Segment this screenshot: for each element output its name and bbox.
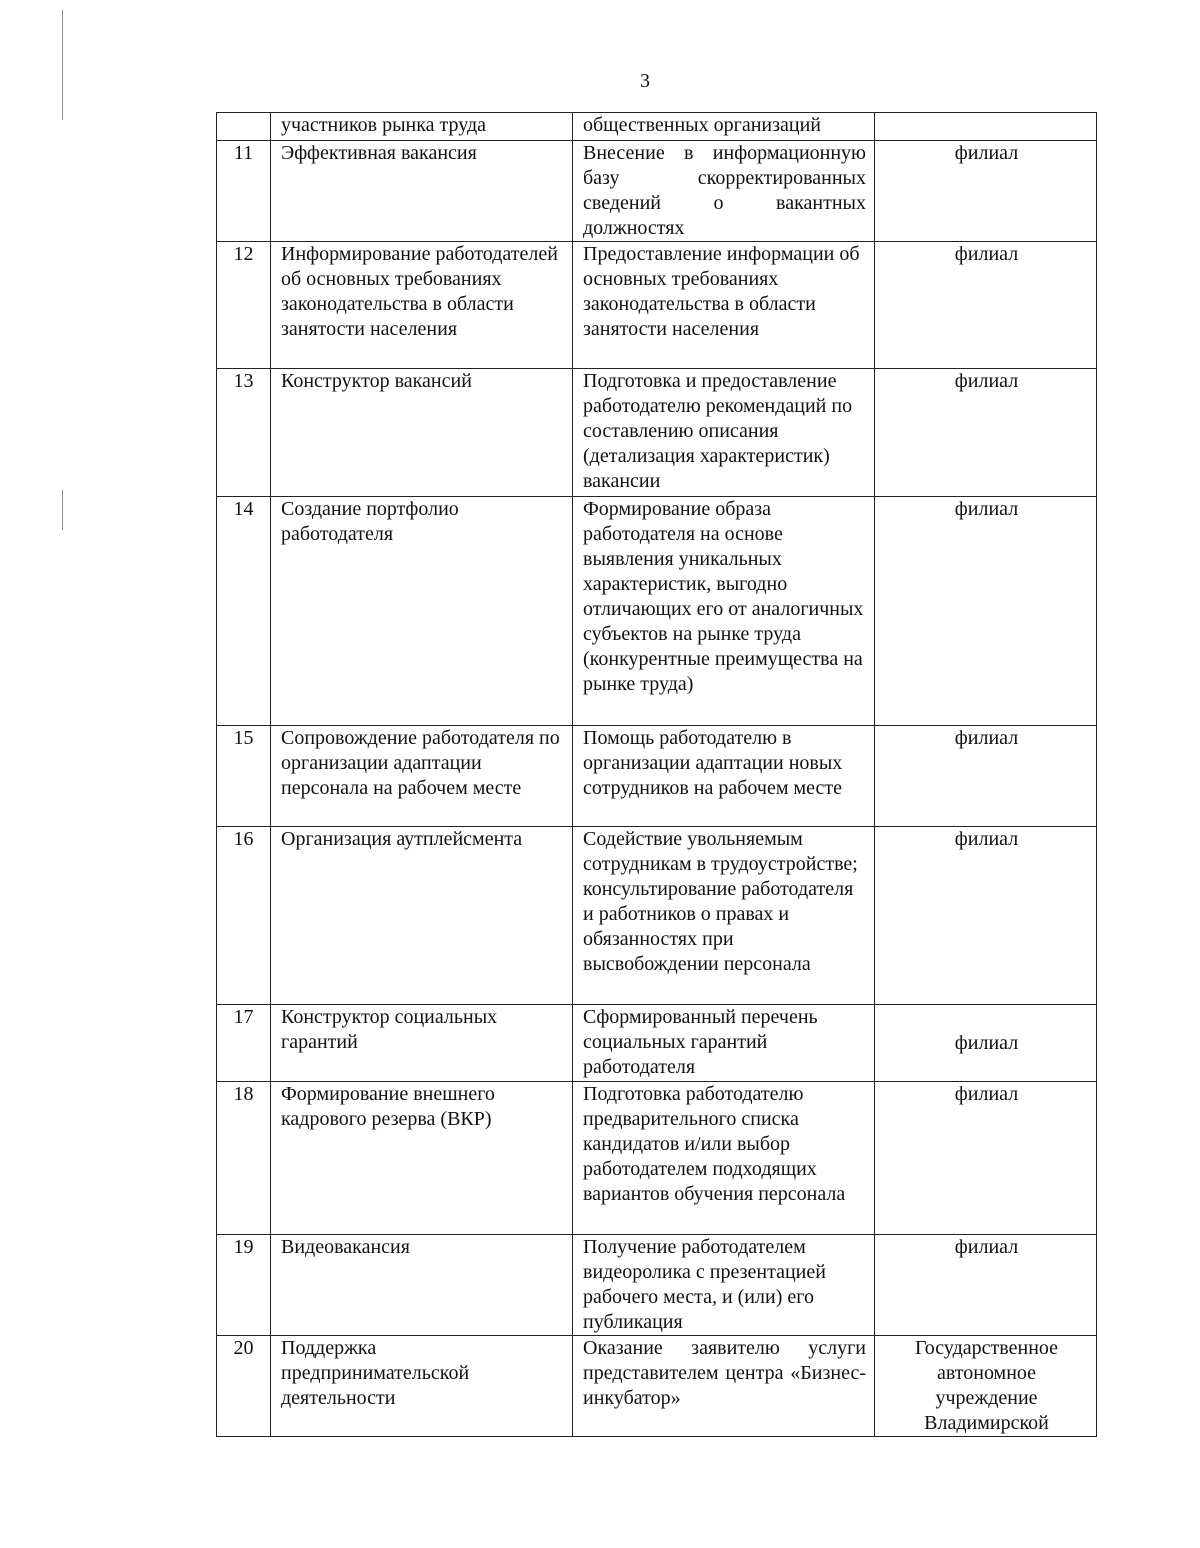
service-executor: филиал	[875, 497, 1097, 726]
row-number: 19	[217, 1235, 271, 1336]
table-row	[217, 1082, 1097, 1235]
table-row	[217, 141, 1097, 242]
service-executor: филиал	[875, 1082, 1097, 1235]
service-name: Эффективная вакансия	[271, 141, 573, 242]
services-table	[216, 112, 1097, 1437]
service-description: Сформированный перечень социальных гарантий работодателя	[573, 1005, 875, 1082]
service-name: Видеовакансия	[271, 1235, 573, 1336]
service-description: Внесение в информационную базу скорректированных сведений о вакантных должностях	[573, 141, 875, 242]
row-number: 16	[217, 827, 271, 1005]
service-description: Получение работодателем видеоролика с презентацией рабочего места, и (или) его публикация	[573, 1235, 875, 1336]
service-name: участников рынка труда	[271, 113, 573, 141]
table-row	[217, 1235, 1097, 1336]
table-row	[217, 242, 1097, 369]
service-executor: филиал	[875, 1005, 1097, 1082]
row-number: 15	[217, 726, 271, 827]
service-executor	[875, 113, 1097, 141]
row-number: 11	[217, 141, 271, 242]
service-description: общественных организаций	[573, 113, 875, 141]
service-executor: филиал	[875, 1235, 1097, 1336]
service-name: Формирование внешнего кадрового резерва (ВКР)	[271, 1082, 573, 1235]
row-number: 13	[217, 369, 271, 497]
table-row	[217, 1336, 1097, 1437]
service-description: Оказание заявителю услуги представителем центра «Бизнес-инкубатор»	[573, 1336, 875, 1437]
service-description: Предоставление информации об основных требованиях законодательства в области занятости населения	[573, 242, 875, 369]
table-row	[217, 113, 1097, 141]
page-number: 3	[640, 70, 650, 92]
service-description: Формирование образа работодателя на основе выявления уникальных характеристик, выгодно отличающих его от аналогичных субъектов на рынке труда (конкурентные преимущества на рынке труда)	[573, 497, 875, 726]
service-name: Организация аутплейсмента	[271, 827, 573, 1005]
service-name: Поддержка предпринимательской деятельности	[271, 1336, 573, 1437]
service-executor: филиал	[875, 242, 1097, 369]
service-executor: филиал	[875, 369, 1097, 497]
row-number: 18	[217, 1082, 271, 1235]
row-number: 12	[217, 242, 271, 369]
service-description: Подготовка и предоставление работодателю рекомендаций по составлению описания (детализация характеристик) вакансии	[573, 369, 875, 497]
service-description: Содействие увольняемым сотрудникам в трудоустройстве; консультирование работодателя и работников о правах и обязанностях при высвобождении персонала	[573, 827, 875, 1005]
service-executor: Государственное автономное учреждение Владимирской	[875, 1336, 1097, 1437]
service-name: Сопровождение работодателя по организации адаптации персонала на рабочем месте	[271, 726, 573, 827]
table-row	[217, 827, 1097, 1005]
service-description: Подготовка работодателю предварительного списка кандидатов и/или выбор работодателем подходящих вариантов обучения персонала	[573, 1082, 875, 1235]
row-number: 14	[217, 497, 271, 726]
service-name: Создание портфолио работодателя	[271, 497, 573, 726]
service-executor: филиал	[875, 141, 1097, 242]
table-row	[217, 726, 1097, 827]
service-description: Помощь работодателю в организации адаптации новых сотрудников на рабочем месте	[573, 726, 875, 827]
table-row	[217, 369, 1097, 497]
row-number: 20	[217, 1336, 271, 1437]
service-executor: филиал	[875, 827, 1097, 1005]
service-name: Информирование работодателей об основных требованиях законодательства в области занятости населения	[271, 242, 573, 369]
service-executor: филиал	[875, 726, 1097, 827]
table-row	[217, 1005, 1097, 1082]
scan-edge-mark	[62, 490, 63, 530]
row-number	[217, 113, 271, 141]
table-row	[217, 497, 1097, 726]
scan-edge-mark	[62, 10, 63, 120]
service-name: Конструктор вакансий	[271, 369, 573, 497]
service-name: Конструктор социальных гарантий	[271, 1005, 573, 1082]
row-number: 17	[217, 1005, 271, 1082]
